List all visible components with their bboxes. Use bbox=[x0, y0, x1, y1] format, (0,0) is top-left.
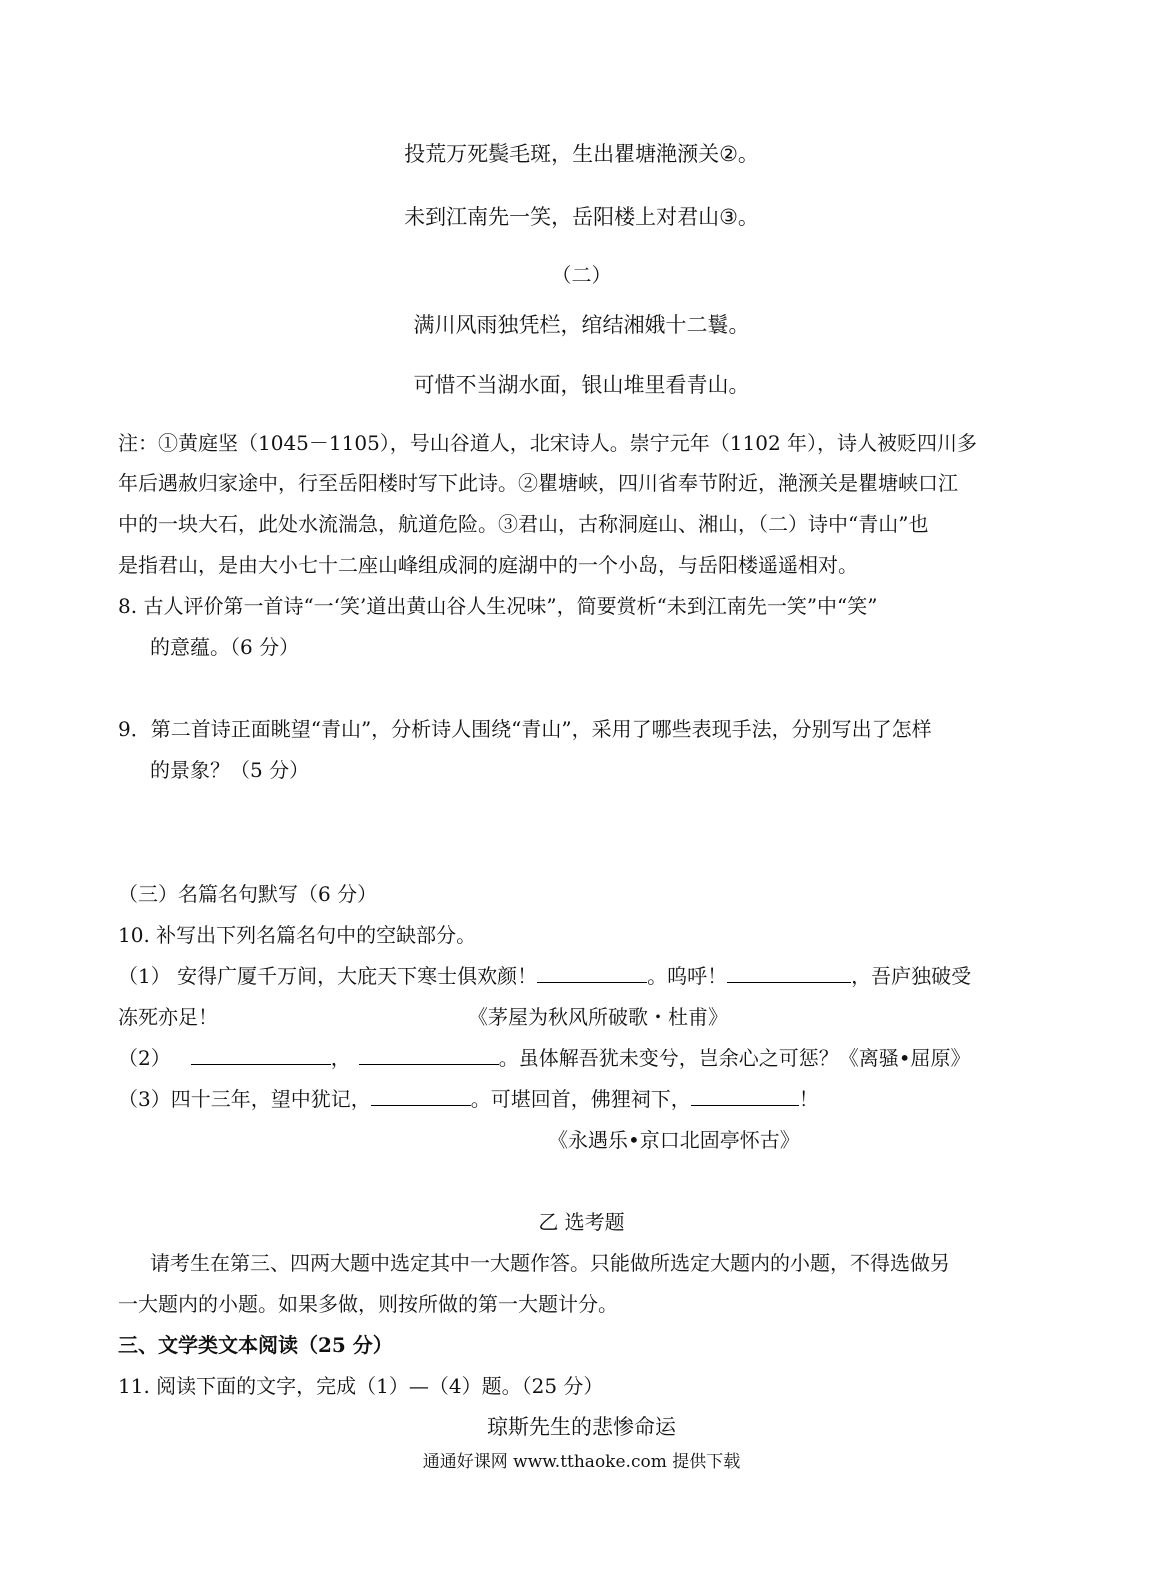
item-1-text-c: ，吾庐独破受 bbox=[851, 964, 972, 988]
item-2-line bbox=[118, 1042, 971, 1071]
item-3-text-c: ！ bbox=[798, 1087, 819, 1111]
poem2-line1: 满川风雨独凭栏，绾结湘娥十二鬟。 bbox=[413, 313, 750, 337]
note-line-3: 中的一块大石，此处水流湍急，航道危险。③君山，古称洞庭山、湘山，（二）诗中“青山”也 bbox=[118, 512, 929, 536]
item-3-text-b: 。可堪回首，佛狸祠下， bbox=[470, 1087, 691, 1111]
item-1-line-2: 冻死亦足！ bbox=[118, 1005, 218, 1029]
question-11: 11. 阅读下面的文字，完成（1）—（4）题。（25 分） bbox=[118, 1374, 604, 1398]
optional-instructions-line-2: 一大题内的小题。如果多做，则按所做的第一大题计分。 bbox=[118, 1292, 618, 1316]
story-title: 琼斯先生的悲惨命运 bbox=[487, 1415, 676, 1439]
item-2-text-b: ， bbox=[330, 1046, 351, 1070]
optional-instructions-line-1: 请考生在第三、四两大题中选定其中一大题作答。只能做所选定大题内的小题，不得选做另 bbox=[150, 1251, 950, 1275]
answer-blank-5[interactable] bbox=[371, 1087, 471, 1106]
section-mingju-heading: （三）名篇名句默写（6 分） bbox=[118, 882, 378, 906]
question-8-line-2: 的意蕴。（6 分） bbox=[150, 635, 300, 659]
item-1-source: 《茅屋为秋风所破歌・杜甫》 bbox=[468, 1005, 728, 1029]
question-9-line-1: 9．第二首诗正面眺望“青山”，分析诗人围绕“青山”，采用了哪些表现手法，分别写出了怎样 bbox=[118, 717, 932, 741]
item-3-line bbox=[118, 1083, 819, 1112]
poem1-line1: 投荒万死鬓毛斑，生出瞿塘滟滪关②。 bbox=[404, 142, 759, 166]
item-2-text-c: 。虽体解吾犹未变兮，岂余心之可惩？《离骚•屈原》 bbox=[498, 1046, 971, 1070]
poem2-line2: 可惜不当湖水面，银山堆里看青山。 bbox=[413, 373, 750, 397]
section-literary-reading-heading: 三、文学类文本阅读（25 分） bbox=[118, 1333, 393, 1357]
answer-blank-4[interactable] bbox=[359, 1046, 499, 1065]
poem2-marker: （二） bbox=[551, 263, 612, 287]
page-footer: 通通好课网 www.tthaoke.com 提供下载 bbox=[422, 1452, 741, 1472]
question-10: 10. 补写出下列名篇名句中的空缺部分。 bbox=[118, 923, 477, 947]
poem1-line2: 未到江南先一笑，岳阳楼上对君山③。 bbox=[404, 205, 759, 229]
answer-blank-1[interactable] bbox=[537, 964, 647, 983]
note-line-4: 是指君山，是由大小七十二座山峰组成洞的庭湖中的一个小岛，与岳阳楼遥遥相对。 bbox=[118, 553, 858, 577]
answer-blank-3[interactable] bbox=[191, 1046, 331, 1065]
answer-blank-6[interactable] bbox=[691, 1087, 799, 1106]
answer-blank-2[interactable] bbox=[727, 964, 851, 983]
item-1-text-a: （1） 安得广厦千万间，大庇天下寒士俱欢颜！ bbox=[118, 964, 538, 988]
item-3-source: 《永遇乐•京口北固亭怀古》 bbox=[548, 1128, 800, 1152]
question-8-line-1: 8. 古人评价第一首诗“一‘笑’道出黄山谷人生况味”，简要赏析“未到江南先一笑”中“笑” bbox=[118, 594, 878, 618]
item-3-text-a: （3）四十三年，望中犹记， bbox=[118, 1087, 371, 1111]
item-1-text-b: 。呜呼！ bbox=[647, 964, 728, 988]
item-1-line-1 bbox=[118, 960, 971, 989]
item-2-text-a: （2） bbox=[118, 1046, 171, 1070]
question-9-line-2: 的景象？（5 分） bbox=[150, 758, 310, 782]
note-line-2: 年后遇赦归家途中，行至岳阳楼时写下此诗。②瞿塘峡，四川省奉节附近，滟滪关是瞿塘峡口江 bbox=[118, 471, 958, 495]
optional-section-title: 乙 选考题 bbox=[538, 1210, 625, 1234]
note-line-1: 注：①黄庭坚（1045－1105），号山谷道人，北宋诗人。崇宁元年（1102 年），诗人被贬四川多 bbox=[118, 431, 978, 455]
